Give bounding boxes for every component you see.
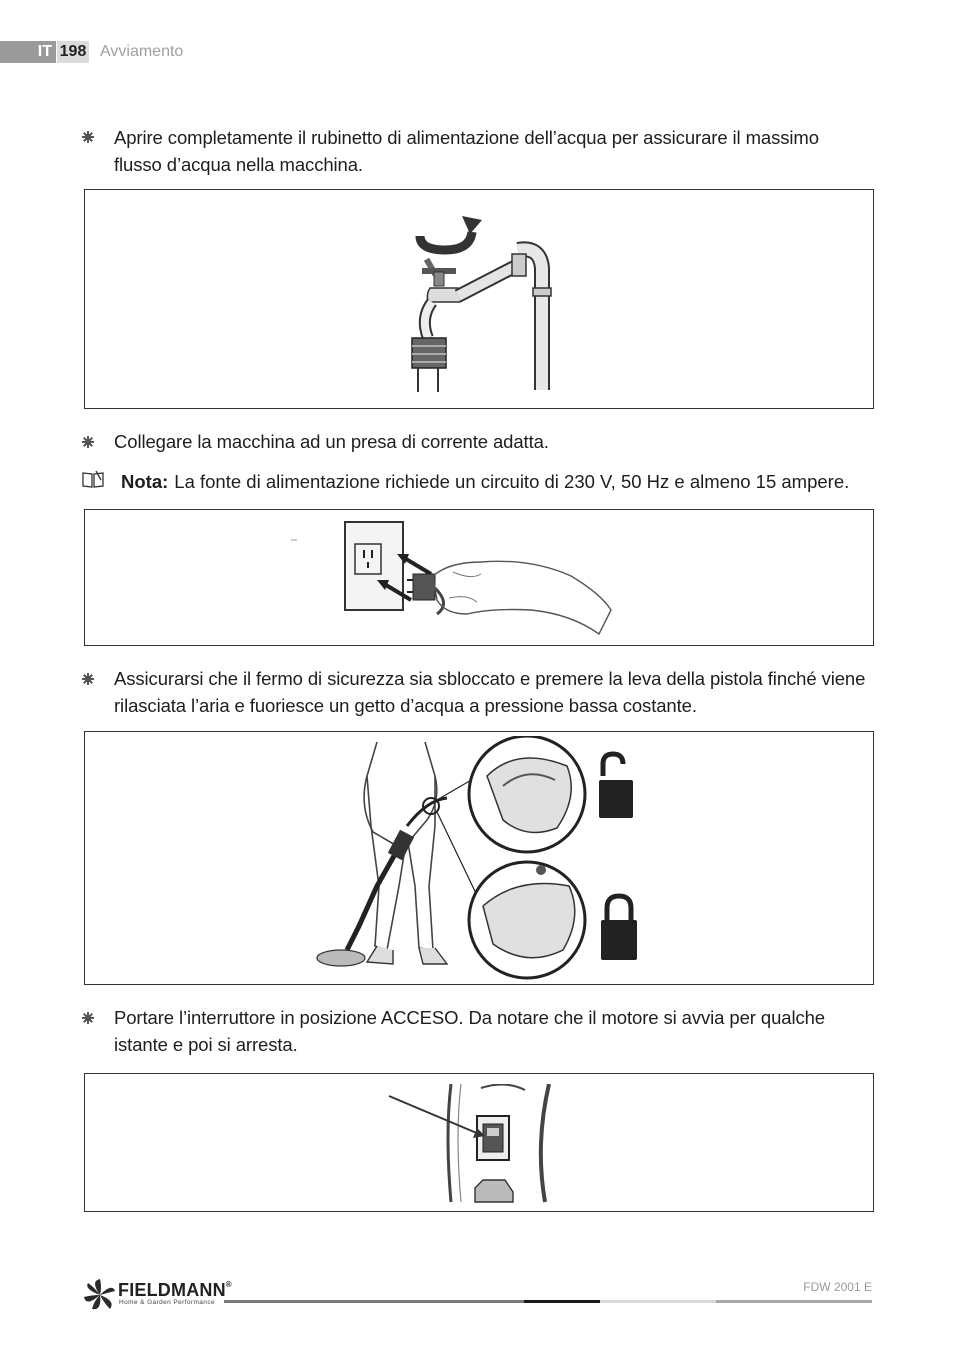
brand-name: FIELDMANN® bbox=[118, 1280, 232, 1300]
footer-rule-1 bbox=[224, 1300, 524, 1303]
step-4-text: Portare l’interruttore in posizione ACCESO. Da notare che il motore si avvia per qualche istante e poi si arresta. bbox=[114, 1007, 825, 1055]
section-title: Avviamento bbox=[100, 43, 184, 60]
faucet-illustration bbox=[400, 198, 560, 398]
figure-safety-lock bbox=[84, 731, 874, 985]
step-2-text: Collegare la macchina ad un presa di corrente adatta. bbox=[114, 431, 549, 452]
spray-gun-illustration bbox=[307, 736, 647, 980]
language-tab: IT bbox=[0, 41, 56, 63]
switch-illustration bbox=[385, 1084, 575, 1204]
brand-tagline: Home & Garden Performance bbox=[119, 1299, 215, 1306]
figure-faucet bbox=[84, 189, 874, 409]
bullet-icon bbox=[82, 436, 94, 448]
plug-illustration bbox=[281, 514, 621, 642]
note-label: Nota: bbox=[121, 471, 169, 492]
footer-rule-2 bbox=[524, 1300, 600, 1303]
step-1-text: Aprire completamente il rubinetto di alimentazione dell’acqua per assicurare il massimo flusso d’acqua nella macchina. bbox=[114, 127, 819, 175]
bullet-icon bbox=[82, 1012, 94, 1024]
footer-rule-4 bbox=[716, 1300, 872, 1303]
note-body: La fonte di alimentazione richiede un circuito di 230 V, 50 Hz e almeno 15 ampere. bbox=[174, 471, 850, 492]
note-text bbox=[121, 468, 849, 495]
fieldmann-logo-icon bbox=[82, 1277, 118, 1313]
bullet-icon bbox=[82, 131, 94, 143]
footer-rule-3 bbox=[600, 1300, 716, 1303]
figure-power-plug bbox=[84, 509, 874, 646]
note-book-icon bbox=[82, 470, 104, 488]
figure-power-switch bbox=[84, 1073, 874, 1212]
page-number: 198 bbox=[57, 41, 89, 63]
step-3-text: Assicurarsi che il fermo di sicurezza sia sbloccato e premere la leva della pistola finché viene rilasciata l’aria e fuoriesce un getto d’acqua a pressione bassa costante. bbox=[114, 668, 866, 716]
model-number: FDW 2001 E bbox=[803, 1280, 872, 1294]
bullet-icon bbox=[82, 673, 94, 685]
